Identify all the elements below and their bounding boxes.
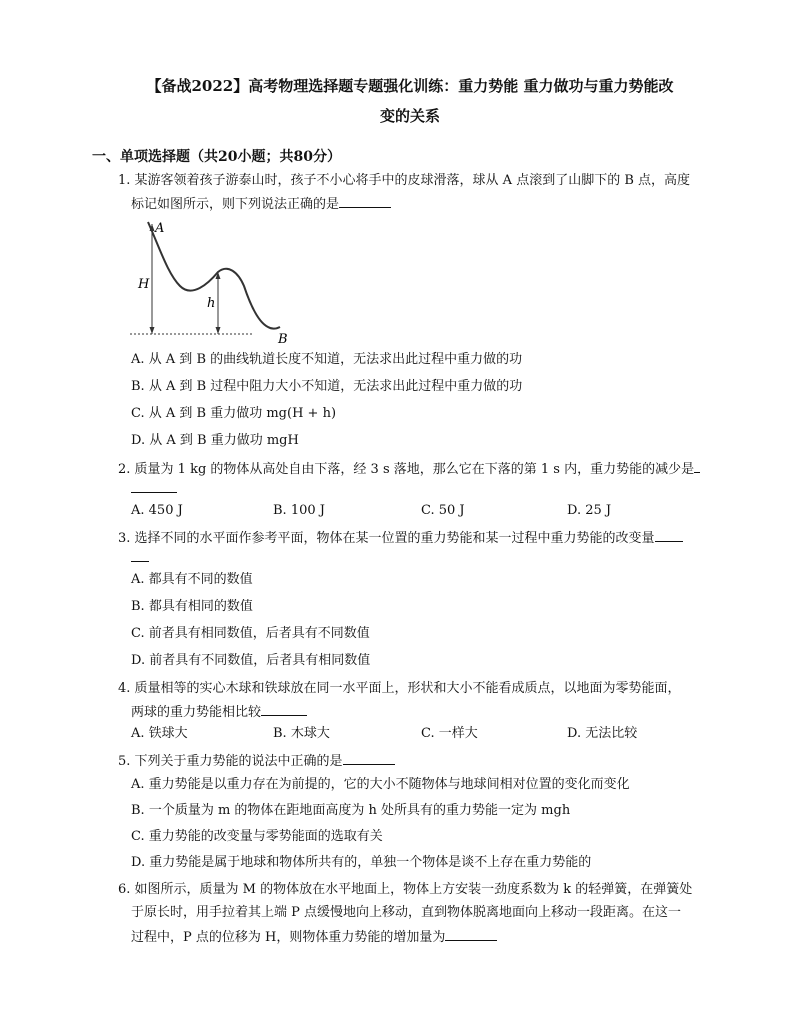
q2-stem-line2 [131,478,177,500]
q5-stem-line1 [118,750,395,772]
q4-option-d: D. 无法比较 [567,726,638,741]
q6-stem-line1: 6. 如图所示，质量为 M 的物体放在水平地面上，物体上方安装一劲度系数为 k 的轻弹簧，在弹簧处 [118,882,693,897]
q2-option-d: D. 25 J [567,503,612,518]
q1-label-h: h [207,296,216,311]
q1-track-curve [148,222,280,329]
q6-stem-line3 [131,926,497,948]
q2-option-b: B. 100 J [273,503,325,518]
q1-H-arrow-bottom [150,327,155,334]
q5-option-d: D. 重力势能是属于地球和物体所共有的，单独一个物体是谈不上存在重力势能的 [131,855,592,870]
q1-option-c: C. 从 A 到 B 重力做功 mg(H + h) [131,406,337,421]
q3-stem-text: 3. 选择不同的水平面作参考平面，物体在某一位置的重力势能和某一过程中重力势能的改变量 [118,531,655,546]
q1-label-H: H [138,277,150,292]
q3-option-b: B. 都具有相同的数值 [131,599,253,614]
q1-option-d: D. 从 A 到 B 重力做功 mgH [131,433,299,448]
q5-option-c: C. 重力势能的改变量与零势能面的选取有关 [131,829,383,844]
q1-label-B: B [278,332,288,346]
document-title-line1: 【备战2022】高考物理选择题专题强化训练：重力势能 重力做功与重力势能改 [146,77,674,95]
q1-h-arrow-bottom [216,327,221,334]
q3-stem-line1 [118,527,683,549]
answer-blank [339,193,391,208]
q6-stem-text: 过程中，P 点的位移为 H，则物体重力势能的增加量为 [131,930,446,945]
q4-option-a: A. 铁球大 [131,726,188,741]
answer-blank [261,701,307,716]
q3-stem-line2 [131,547,149,569]
q4-stem-line1: 4. 质量相等的实心木球和铁球放在同一水平面上，形状和大小不能看成质点，以地面为零势能面， [118,681,681,696]
q2-option-a: A. 450 J [131,503,183,518]
answer-blank [131,478,177,493]
q5-option-a: A. 重力势能是以重力存在为前提的，它的大小不随物体与地球间相对位置的变化而变化 [131,777,630,792]
document-title-line2: 变的关系 [379,107,440,125]
q1-label-A: A [155,221,165,236]
answer-blank [131,547,149,562]
q3-option-d: D. 前者具有不同数值，后者具有相同数值 [131,653,371,668]
q2-stem-line1 [118,458,700,480]
q4-stem-line2 [131,701,307,723]
q5-option-b: B. 一个质量为 m 的物体在距地面高度为 h 处所具有的重力势能一定为 mgh [131,803,571,818]
q1-option-b: B. 从 A 到 B 过程中阻力大小不知道，无法求出此过程中重力做的功 [131,379,523,394]
q1-stem-line1: 1. 某游客领着孩子游泰山时，孩子不小心将手中的皮球滑落，球从 A 点滚到了山脚下的 B 点，高度 [118,173,691,188]
answer-blank [655,527,683,542]
q2-option-c: C. 50 J [421,503,465,518]
answer-blank [343,750,395,765]
q1-figure [130,214,300,346]
q4-option-c: C. 一样大 [421,726,478,741]
answer-blank [445,926,497,941]
q6-stem-line2: 于原长时，用手拉着其上端 P 点缓慢地向上移动，直到物体脱离地面向上移动一段距离。在这一 [131,905,682,920]
section-heading: 一、单项选择题（共20小题；共80分） [92,149,341,165]
q1-stem-text: 标记如图所示，则下列说法正确的是 [131,197,340,212]
q5-stem-text: 5. 下列关于重力势能的说法中正确的是 [118,754,343,769]
q3-option-c: C. 前者具有相同数值，后者具有不同数值 [131,626,370,641]
q1-stem-line2 [131,193,391,215]
q1-option-a: A. 从 A 到 B 的曲线轨道长度不知道，无法求出此过程中重力做的功 [131,352,523,367]
q4-stem-text: 两球的重力势能相比较 [131,705,262,720]
q3-option-a: A. 都具有不同的数值 [131,572,253,587]
answer-blank [694,458,700,473]
q4-option-b: B. 木球大 [273,726,330,741]
q2-stem-text: 2. 质量为 1 kg 的物体从高处自由下落，经 3 s 落地，那么它在下落的第 1 s 内，重力势能的减少是 [118,462,695,477]
